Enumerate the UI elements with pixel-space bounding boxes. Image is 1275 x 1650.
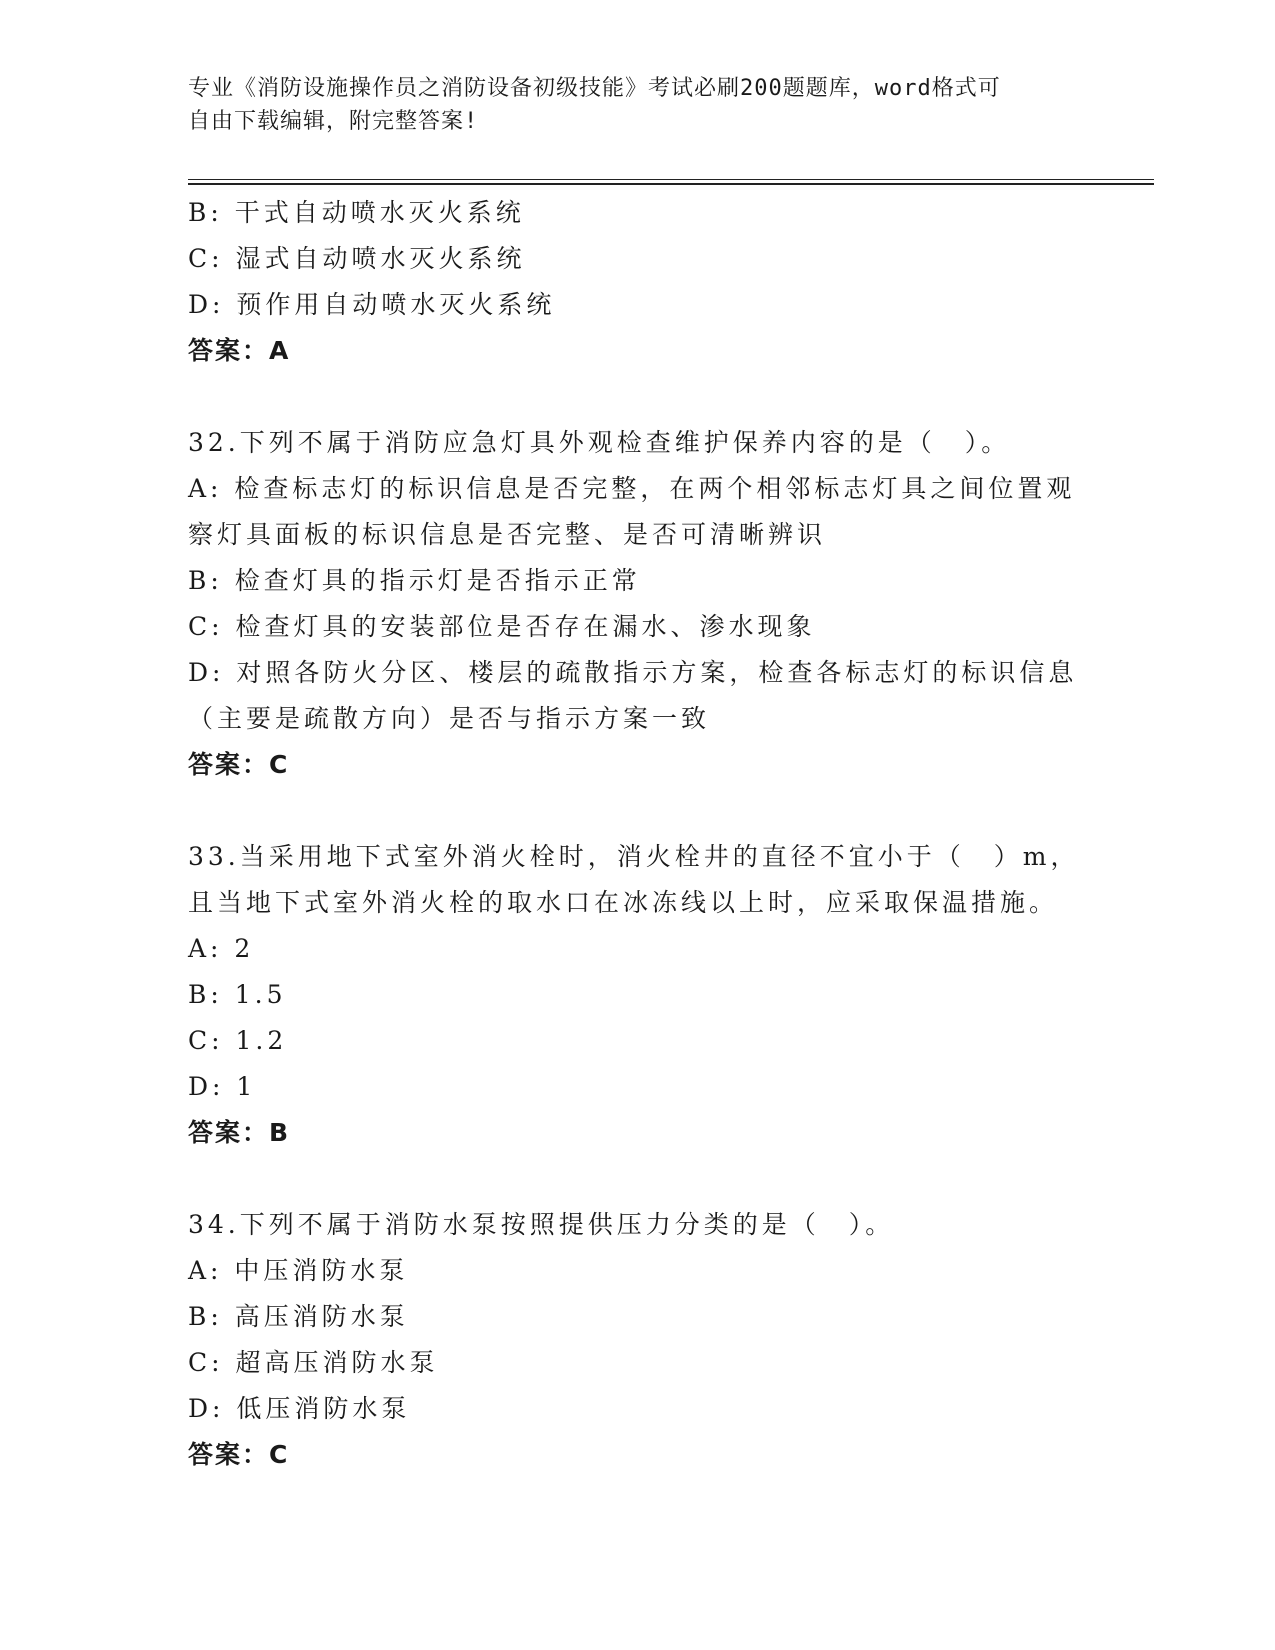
option-b: B: 1.5: [188, 980, 287, 1009]
question-34: [188, 1202, 1088, 1478]
question-32: [188, 420, 1088, 788]
option-c: C: 超高压消防水泵: [188, 1348, 439, 1377]
option-d: D: 对照各防火分区、楼层的疏散指示方案，检查各标志灯的标识信息: [188, 658, 1078, 687]
answer-line: 答案：A: [188, 336, 291, 365]
option-c: C: 湿式自动喷水灭火系统: [188, 244, 526, 273]
page-header: [188, 72, 1088, 138]
question-stem: 33.当采用地下式室外消火栓时，消火栓井的直径不宜小于（ ）m，: [188, 842, 1080, 871]
option-a: A: 2: [188, 934, 255, 963]
question-stem: 34.下列不属于消防水泵按照提供压力分类的是（ ）。: [188, 1210, 895, 1239]
question-content: [188, 190, 1088, 1478]
option-d-continued: （主要是疏散方向）是否与指示方案一致: [188, 704, 711, 733]
question-stem-continued: 且当地下式室外消火栓的取水口在冰冻线以上时，应采取保温措施。: [188, 888, 1059, 917]
spacer: [188, 374, 1088, 420]
option-b: B: 检查灯具的指示灯是否指示正常: [188, 566, 641, 595]
answer-line: 答案：C: [188, 750, 290, 779]
option-b: B: 高压消防水泵: [188, 1302, 409, 1331]
spacer: [188, 788, 1088, 834]
option-a: A: 中压消防水泵: [188, 1256, 409, 1285]
option-c: C: 1.2: [188, 1026, 288, 1055]
question-31: [188, 190, 1088, 374]
option-c: C: 检查灯具的安装部位是否存在漏水、渗水现象: [188, 612, 816, 641]
answer-line: 答案：B: [188, 1118, 291, 1147]
header-rule-thick: [188, 183, 1154, 185]
spacer: [188, 1156, 1088, 1202]
option-b: B: 干式自动喷水灭火系统: [188, 198, 525, 227]
option-a: A: 检查标志灯的标识信息是否完整，在两个相邻标志灯具之间位置观: [188, 474, 1076, 503]
option-d: D: 预作用自动喷水灭火系统: [188, 290, 556, 319]
header-line-1: 专业《消防设施操作员之消防设备初级技能》考试必刷200题题库，word格式可: [188, 76, 1001, 101]
answer-line: 答案：C: [188, 1440, 290, 1469]
header-rule-thin: [188, 179, 1154, 180]
option-d: D: 低压消防水泵: [188, 1394, 411, 1423]
header-line-2: 自由下载编辑，附完整答案!: [188, 109, 479, 134]
option-d: D: 1: [188, 1072, 257, 1101]
option-a-continued: 察灯具面板的标识信息是否完整、是否可清晰辨识: [188, 520, 827, 549]
question-stem: 32.下列不属于消防应急灯具外观检查维护保养内容的是（ ）。: [188, 428, 1011, 457]
question-33: [188, 834, 1088, 1156]
